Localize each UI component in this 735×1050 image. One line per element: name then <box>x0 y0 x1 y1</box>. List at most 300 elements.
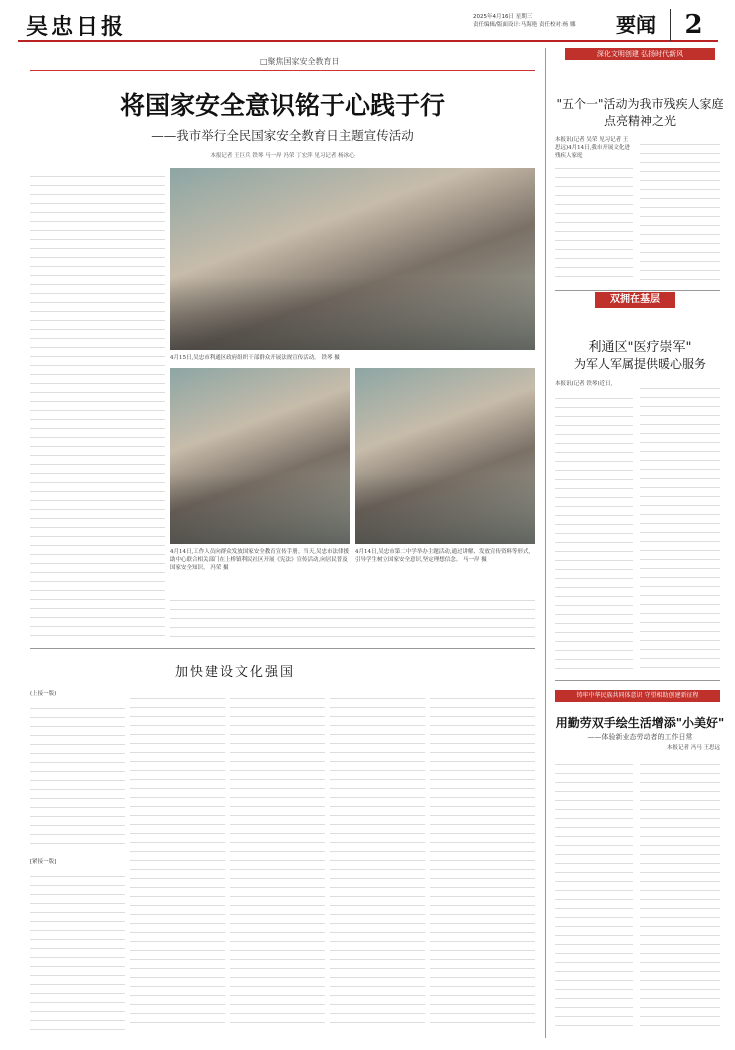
text-line <box>430 753 535 762</box>
text-line <box>30 967 125 976</box>
text-line <box>170 619 535 628</box>
top-story-headline: 将国家安全意识铭于心践于行 <box>119 91 445 120</box>
text-line <box>130 816 225 825</box>
text-line <box>430 960 535 969</box>
text-line <box>430 933 535 942</box>
text-line <box>555 205 633 214</box>
text-line <box>230 915 325 924</box>
text-line <box>30 186 165 195</box>
text-line <box>30 330 165 339</box>
text-line <box>230 717 325 726</box>
text-line <box>330 906 425 915</box>
text-line <box>430 807 535 816</box>
text-line <box>555 399 633 408</box>
text-line <box>30 465 165 474</box>
text-line <box>430 951 535 960</box>
text-line <box>555 489 633 498</box>
text-line <box>555 642 633 651</box>
text-line <box>555 1008 633 1017</box>
text-line <box>640 217 720 226</box>
text-line <box>30 817 125 826</box>
text-line <box>640 443 720 452</box>
text-line <box>30 168 165 177</box>
text-line <box>230 942 325 951</box>
text-line <box>555 214 633 223</box>
text-line <box>640 756 720 765</box>
text-line <box>330 870 425 879</box>
text-line <box>30 258 165 267</box>
text-line <box>555 633 633 642</box>
text-line <box>330 861 425 870</box>
text-line <box>330 924 425 933</box>
text-line <box>555 178 633 187</box>
text-line <box>555 615 633 624</box>
text-line <box>130 789 225 798</box>
text-line <box>555 981 633 990</box>
mid-story-col4 <box>330 690 425 1030</box>
text-line <box>640 945 720 954</box>
mid-story-col2 <box>130 690 225 1030</box>
text-line <box>640 1017 720 1026</box>
text-line <box>230 789 325 798</box>
mid-story-col5 <box>430 690 535 1030</box>
text-line <box>555 187 633 196</box>
text-line <box>640 172 720 181</box>
text-line <box>130 708 225 717</box>
text-line <box>555 462 633 471</box>
text-line <box>555 873 633 882</box>
text-line <box>30 627 165 636</box>
text-line <box>330 852 425 861</box>
text-line <box>430 888 535 897</box>
issue-date: 2025年4月16日 星期三 <box>473 14 533 20</box>
text-line <box>640 145 720 154</box>
text-line <box>555 516 633 525</box>
text-line <box>30 772 125 781</box>
text-line <box>555 990 633 999</box>
text-line <box>130 807 225 816</box>
text-line <box>640 936 720 945</box>
text-line <box>30 429 165 438</box>
text-line <box>640 569 720 578</box>
text-line <box>30 754 125 763</box>
text-line <box>30 799 125 808</box>
text-line <box>230 924 325 933</box>
text-line <box>30 709 125 718</box>
text-line <box>230 906 325 915</box>
text-line <box>430 735 535 744</box>
text-line <box>430 780 535 789</box>
text-line <box>555 390 633 399</box>
text-line <box>555 525 633 534</box>
text-line <box>555 250 633 259</box>
text-line <box>230 933 325 942</box>
text-line <box>430 762 535 771</box>
text-line <box>640 587 720 596</box>
text-line <box>130 726 225 735</box>
text-line <box>555 864 633 873</box>
text-line <box>430 897 535 906</box>
text-line <box>30 519 165 528</box>
text-line <box>430 870 535 879</box>
text-line <box>130 969 225 978</box>
text-line <box>130 744 225 753</box>
text-line <box>430 978 535 987</box>
text-line <box>430 834 535 843</box>
text-line <box>640 425 720 434</box>
text-line <box>555 756 633 765</box>
text-line <box>430 825 535 834</box>
text-line <box>430 744 535 753</box>
text-line <box>30 438 165 447</box>
text-line <box>640 623 720 632</box>
text-line <box>330 915 425 924</box>
text-line <box>30 195 165 204</box>
text-line <box>555 765 633 774</box>
text-line <box>430 789 535 798</box>
text-line <box>230 879 325 888</box>
text-line <box>640 389 720 398</box>
text-line <box>30 985 125 994</box>
text-line <box>555 891 633 900</box>
section-name: 要闻 <box>616 13 656 37</box>
text-line <box>430 996 535 1005</box>
text-line <box>555 426 633 435</box>
text-line <box>30 1012 125 1021</box>
mid-story-continued-label: (上接一版) <box>30 691 57 697</box>
text-line <box>640 981 720 990</box>
text-line <box>30 949 125 958</box>
text-line <box>230 852 325 861</box>
masthead <box>18 8 718 42</box>
text-line <box>555 999 633 1008</box>
text-line <box>130 771 225 780</box>
right-mid-col2 <box>640 380 720 672</box>
text-line <box>330 699 425 708</box>
text-line <box>430 798 535 807</box>
text-line <box>640 226 720 235</box>
text-line <box>330 825 425 834</box>
photo-handbook-distribution <box>170 368 350 544</box>
text-line <box>30 913 125 922</box>
text-line <box>640 596 720 605</box>
text-line <box>30 222 165 231</box>
text-line <box>555 444 633 453</box>
text-line <box>330 816 425 825</box>
text-line <box>555 918 633 927</box>
text-line <box>30 573 165 582</box>
text-line <box>640 497 720 506</box>
text-line <box>430 906 535 915</box>
text-line <box>555 837 633 846</box>
text-line <box>30 931 125 940</box>
text-line <box>230 690 325 699</box>
text-line <box>30 285 165 294</box>
text-line <box>30 745 125 754</box>
text-line <box>555 534 633 543</box>
text-line <box>430 816 535 825</box>
text-line <box>30 321 165 330</box>
text-line <box>30 835 125 844</box>
right-mid-tag: 双拥在基层 <box>595 292 675 308</box>
text-line <box>640 963 720 972</box>
text-line <box>30 474 165 483</box>
text-line <box>640 235 720 244</box>
text-line <box>230 888 325 897</box>
text-line <box>330 798 425 807</box>
text-line <box>640 909 720 918</box>
right-bottom-banner: 铸牢中华民族共同体意识 守望相助创建新征程 <box>555 690 720 702</box>
text-line <box>30 501 165 510</box>
photo-school-activity <box>355 368 535 544</box>
text-line <box>30 940 125 949</box>
text-line <box>30 591 165 600</box>
page-number: 2 <box>670 9 716 41</box>
text-line <box>130 780 225 789</box>
text-line <box>230 816 325 825</box>
text-line <box>130 861 225 870</box>
text-line <box>230 1014 325 1023</box>
text-line <box>230 960 325 969</box>
text-line <box>555 579 633 588</box>
text-line <box>640 271 720 280</box>
text-line <box>640 900 720 909</box>
text-line <box>555 792 633 801</box>
text-line <box>430 861 535 870</box>
text-line <box>30 276 165 285</box>
text-line <box>640 181 720 190</box>
text-line <box>555 810 633 819</box>
text-line <box>330 1005 425 1014</box>
text-line <box>130 924 225 933</box>
text-line <box>330 942 425 951</box>
editor-credit: 责任编辑/版面设计:马海艳 责任校对:杨 娜 <box>473 22 576 28</box>
right-mid-col1 <box>555 390 633 672</box>
text-line <box>230 987 325 996</box>
text-line <box>640 461 720 470</box>
text-line <box>555 223 633 232</box>
text-line <box>555 268 633 277</box>
text-line <box>330 762 425 771</box>
text-line <box>130 960 225 969</box>
text-line <box>170 601 535 610</box>
text-line <box>30 826 125 835</box>
text-line <box>640 792 720 801</box>
text-line <box>170 592 535 601</box>
text-line <box>555 453 633 462</box>
text-line <box>555 828 633 837</box>
text-line <box>330 735 425 744</box>
top-story-kicker: □聚焦国家安全教育日 <box>260 57 340 66</box>
text-line <box>430 924 535 933</box>
text-line <box>130 825 225 834</box>
top-story-body-col1 <box>30 168 165 638</box>
text-line <box>555 624 633 633</box>
text-line <box>555 606 633 615</box>
text-line <box>330 744 425 753</box>
text-line <box>555 783 633 792</box>
text-line <box>640 190 720 199</box>
text-line <box>640 999 720 1008</box>
text-line <box>230 798 325 807</box>
photo-legal-publicity <box>170 168 535 350</box>
text-line <box>30 411 165 420</box>
text-line <box>330 951 425 960</box>
text-line <box>230 708 325 717</box>
text-line <box>130 762 225 771</box>
text-line <box>430 726 535 735</box>
right-mid-headline-2: 为军人军属提供暖心服务 <box>573 357 706 371</box>
text-line <box>30 177 165 186</box>
text-line <box>230 834 325 843</box>
right-top-col2 <box>640 136 720 280</box>
text-line <box>555 588 633 597</box>
section-divider <box>30 648 535 649</box>
text-line <box>230 726 325 735</box>
text-line <box>640 398 720 407</box>
text-line <box>30 204 165 213</box>
right-bottom-byline: 本报记者 冯马 王思远 <box>667 745 720 751</box>
text-line <box>555 909 633 918</box>
right-divider-2 <box>555 680 720 681</box>
text-line <box>430 690 535 699</box>
text-line <box>30 357 165 366</box>
text-line <box>30 736 125 745</box>
text-line <box>330 789 425 798</box>
text-line <box>30 402 165 411</box>
text-line <box>555 570 633 579</box>
text-line <box>130 735 225 744</box>
right-bottom-subhead: ——体验新业态劳动者的工作日常 <box>587 733 693 741</box>
text-line <box>330 960 425 969</box>
top-story-subhead: ——我市举行全民国家安全教育日主题宣传活动 <box>151 128 414 143</box>
text-line <box>640 765 720 774</box>
photo3-caption: 4月14日,吴忠市第二中学举办主题活动,通过讲解、发放宣传资料等形式,引导学生树立国家安全意识,坚定理想信念。 马一岸 摄 <box>355 549 531 563</box>
text-line <box>640 533 720 542</box>
text-line <box>555 507 633 516</box>
text-line <box>30 994 125 1003</box>
text-line <box>130 798 225 807</box>
text-line <box>130 888 225 897</box>
text-line <box>330 933 425 942</box>
text-line <box>640 434 720 443</box>
text-line <box>30 1003 125 1012</box>
mid-story-title: 加快建设文化强国 <box>174 665 295 680</box>
text-line <box>30 895 125 904</box>
text-line <box>555 882 633 891</box>
text-line <box>30 808 125 817</box>
text-line <box>30 393 165 402</box>
text-line <box>230 951 325 960</box>
text-line <box>30 564 165 573</box>
text-line <box>30 456 165 465</box>
text-line <box>130 1014 225 1023</box>
text-line <box>555 927 633 936</box>
text-line <box>640 891 720 900</box>
text-line <box>30 528 165 537</box>
text-line <box>640 506 720 515</box>
text-line <box>230 807 325 816</box>
text-line <box>640 380 720 389</box>
text-line <box>640 783 720 792</box>
text-line <box>640 632 720 641</box>
text-line <box>640 470 720 479</box>
text-line <box>130 690 225 699</box>
text-line <box>30 348 165 357</box>
text-line <box>130 852 225 861</box>
text-line <box>640 801 720 810</box>
text-line <box>330 897 425 906</box>
text-line <box>555 651 633 660</box>
top-story-byline: 本报记者 王巨兵 铁琴 马一岸 冯荣 丁宏萍 见习记者 杨冰心 <box>210 153 355 159</box>
text-line <box>330 978 425 987</box>
top-story-body-bottom <box>170 592 535 638</box>
text-line <box>130 933 225 942</box>
text-line <box>430 879 535 888</box>
text-line <box>30 555 165 564</box>
text-line <box>30 339 165 348</box>
text-line <box>30 868 125 877</box>
text-line <box>640 524 720 533</box>
text-line <box>430 942 535 951</box>
text-line <box>430 708 535 717</box>
right-top-byline: 本报讯(记者 吴荣 见习记者 王思远)4月14日,我市开展文化进残疾人家庭 <box>555 137 630 159</box>
top-story-rule <box>30 70 535 71</box>
text-line <box>640 578 720 587</box>
newspaper-name: 吴忠日报 <box>26 14 127 40</box>
text-line <box>640 208 720 217</box>
text-line <box>555 801 633 810</box>
text-line <box>640 641 720 650</box>
text-line <box>30 303 165 312</box>
text-line <box>640 972 720 981</box>
text-line <box>555 954 633 963</box>
text-line <box>330 753 425 762</box>
text-line <box>30 609 165 618</box>
text-line <box>330 1014 425 1023</box>
text-line <box>640 416 720 425</box>
text-line <box>230 780 325 789</box>
text-line <box>230 996 325 1005</box>
text-line <box>30 483 165 492</box>
text-line <box>640 199 720 208</box>
right-divider-1 <box>555 290 720 291</box>
text-line <box>430 987 535 996</box>
text-line <box>30 922 125 931</box>
text-line <box>555 561 633 570</box>
text-line <box>555 498 633 507</box>
text-line <box>430 1014 535 1023</box>
text-line <box>30 781 125 790</box>
text-line <box>555 855 633 864</box>
text-line <box>640 659 720 668</box>
text-line <box>555 900 633 909</box>
text-line <box>640 262 720 271</box>
text-line <box>130 1005 225 1014</box>
column-divider <box>545 48 546 1038</box>
text-line <box>430 771 535 780</box>
text-line <box>430 717 535 726</box>
text-line <box>640 605 720 614</box>
text-line <box>30 546 165 555</box>
text-line <box>130 996 225 1005</box>
text-line <box>555 963 633 972</box>
text-line <box>130 843 225 852</box>
text-line <box>555 417 633 426</box>
text-line <box>230 771 325 780</box>
text-line <box>640 452 720 461</box>
text-line <box>130 699 225 708</box>
